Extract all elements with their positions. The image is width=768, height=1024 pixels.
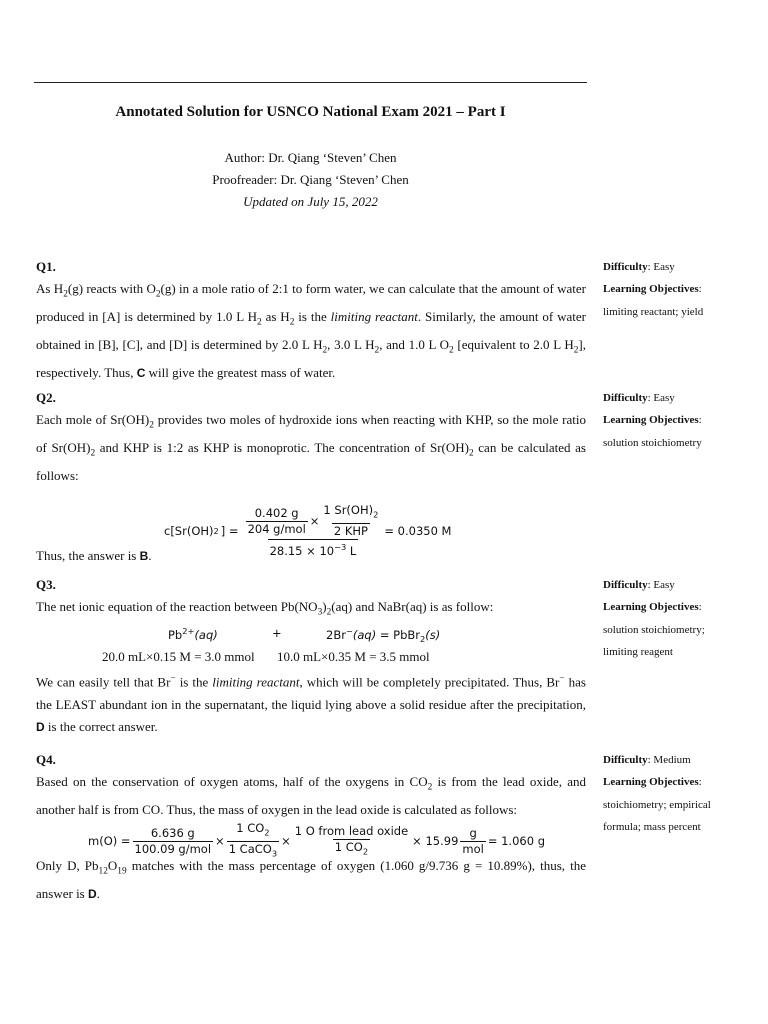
question-2-difficulty: Easy [653, 392, 675, 404]
question-2-heading: Q2. [36, 390, 56, 405]
proofreader-line: Proofreader: Dr. Qiang ‘Steven’ Chen [212, 172, 409, 187]
question-4-answer: D [88, 887, 97, 902]
question-3-explanation: We can easily tell that Br− is the limiting reactant, which will be completely precipitated. Thus, Br− has the LEAST abundant ion in the supernatant, the liquid lying above a solid residue after the precipitation, D is the correct answer. [36, 674, 586, 735]
question-3-equation: $Pb^{2+}(aq)$ + 2Br−(aq) = PbBr$_2$(s) [168, 626, 441, 645]
question-2: Q2. Each mole of $Sr(OH)_2$ provides two moles of hydroxide ions when reacting with KHP, so the mole ratio of $Sr(OH)_2$ and KHP is 1:2 as KHP is monoprotic. The concentration of $Sr(OH)_2$ can be calculated as follows: c[Sr(OH) 2 ] = $\frac{0.402 g}{\text{204 g/mol}}$ × $\frac{1 Sr(OH)_2}{\text{2 KHP}}$ $28.15 \times 10^{-3}$ L = 0.0350 M Thus, the answer is B. [36, 387, 586, 568]
question-4-text: Based on the conservation of oxygen atoms, half of the oxygens in $CO_2$ is from the lead oxide, and another half is from CO. Thus, the mass of oxygen in the lead oxide is calculated as follows: [36, 774, 586, 818]
question-1-difficulty: Easy [653, 261, 675, 273]
question-1-objectives: limiting reactant; yield [603, 305, 704, 318]
question-3-amounts: 20.0 mL×0.15 M = 3.0 mmol 10.0 mL×0.35 M = 3.5 mmol [102, 649, 430, 665]
question-2-text: Each mole of $Sr(OH)_2$ provides two moles of hydroxide ions when reacting with KHP, so the mole ratio of $Sr(OH)_2$ and KHP is 1:2 as KHP is monoprotic. The concentration of $Sr(OH)_2$ can be calculated as follows: [36, 412, 586, 484]
question-2-objectives: solution stoichiometry [603, 436, 702, 449]
question-4-sidebar: Difficulty: Medium Learning Objectives: stoichiometry; empirical formula; mass percent [603, 749, 753, 838]
question-1-answer: C [136, 365, 146, 380]
question-1-heading: Q1. [36, 259, 56, 274]
question-2-sidebar: Difficulty: Easy Learning Objectives: solution stoichiometry [603, 387, 753, 454]
question-3-text: The net ionic equation of the reaction between $Pb(NO_3)_2(aq)$ and NaBr(aq) is as follow: [36, 599, 494, 618]
question-1-text: As $H_2(g)$ reacts with $O_2(g)$ in a mole ratio of 2:1 to form water, we can calculate that the amount of water produced in [A] is determined by 1.0 L $H_2$ as $H_2$ is the limiting reactant. Similarly, the amount of water obtained in [B], [C], and [D] is determined by 2.0 L $H_2$, 3.0 L $H_2$, and 1.0 L $O_2$ [equivalent to 2.0 L $H_2$], respectively. Thus, C will give the greatest mass of water. [36, 281, 586, 380]
question-3-answer: D [36, 720, 45, 735]
question-1-sidebar: Difficulty: Easy Learning Objectives: limiting reactant; yield [603, 256, 753, 323]
question-2-answer: B [139, 549, 149, 564]
document-title: Annotated Solution for USNCO National Exam 2021 – Part I [115, 104, 506, 120]
question-4-equation: m(O) = $\frac{6.636 g}{\text{100.09 g/mol}}$ × $\frac{1 CO_2}{1 CaCO_3}$ × $\frac{\text{1 O from lead oxide}}{1 CO_2}$ × 15.99 $\frac{g}{\text{mol}}$ = 1.060 g [36, 821, 586, 855]
question-4-difficulty: Medium [653, 754, 691, 766]
question-3-sidebar: Difficulty: Easy Learning Objectives: solution stoichiometry; limiting reagent [603, 574, 753, 663]
question-4-objectives: stoichiometry; empirical [603, 798, 711, 811]
question-3-heading: Q3. [36, 577, 56, 592]
author-line: Author: Dr. Qiang ‘Steven’ Chen [224, 150, 397, 165]
question-3-objectives: solution stoichiometry; [603, 623, 705, 636]
question-3 [36, 574, 586, 738]
question-4 [36, 749, 586, 906]
question-3-difficulty: Easy [653, 579, 675, 591]
question-1 [36, 256, 586, 384]
updated-date: Updated on July 15, 2022 [243, 194, 378, 209]
question-4-explanation: Only D, $Pb_{12}O_{19}$ matches with the mass percentage of oxygen (1.060 g/9.736 g = 10.89%), thus, the answer is D. [36, 858, 586, 902]
question-4-heading: Q4. [36, 752, 56, 767]
header-rule [34, 82, 587, 83]
question-2-equation: c[Sr(OH) 2 ] = $\frac{0.402 g}{\text{204 g/mol}}$ × $\frac{1 Sr(OH)_2}{\text{2 KHP}}$ $28.15 \times 10^{-3}$ L = 0.0350 M [164, 503, 452, 558]
